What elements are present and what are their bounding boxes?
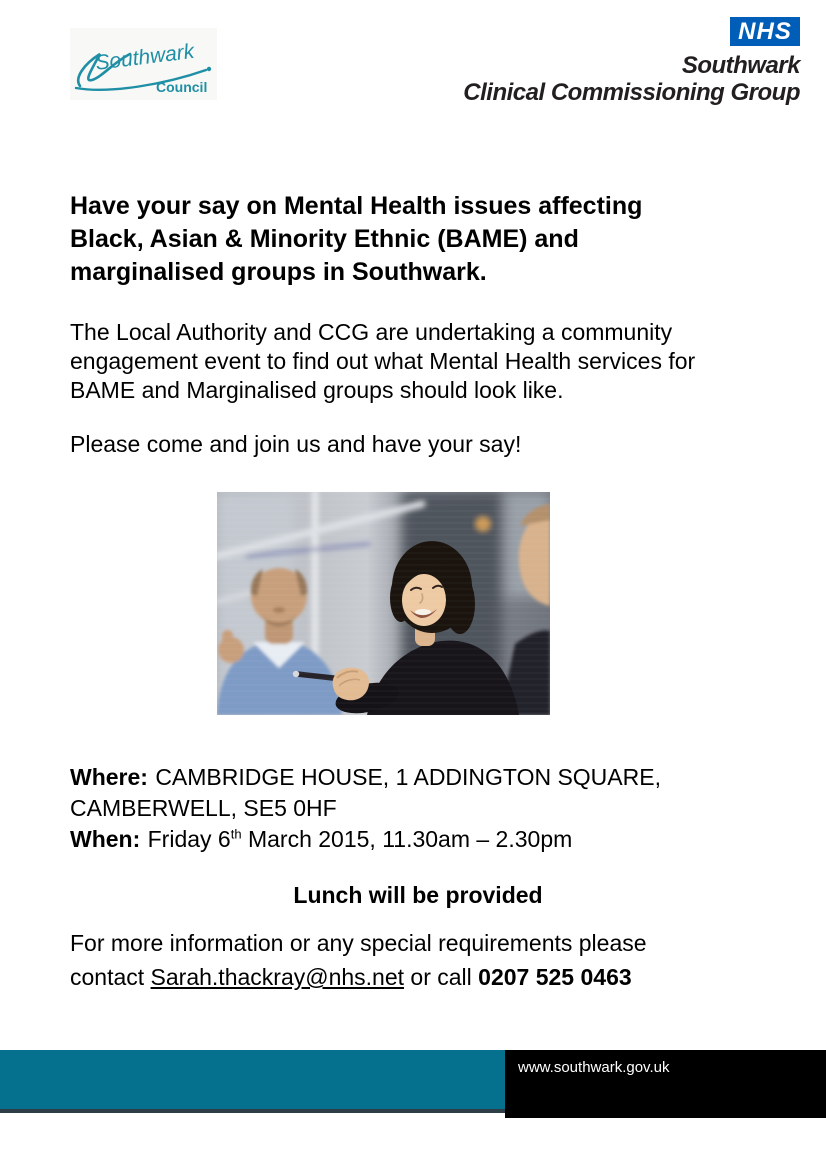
intro-line-3: BAME and Marginalised groups should look like. xyxy=(70,377,564,403)
contact-phone: 0207 525 0463 xyxy=(478,964,632,990)
lunch-note: Lunch will be provided xyxy=(293,882,543,908)
nhs-orgtype-label: Clinical Commissioning Group xyxy=(463,79,800,106)
footer-black-band xyxy=(505,1050,826,1118)
contact-email-link[interactable]: Sarah.thackray@nhs.net xyxy=(150,964,405,990)
intro-line-2: engagement event to find out what Mental Health services for xyxy=(70,348,696,374)
council-logo-word: Southwark xyxy=(94,39,196,75)
nhs-logo-text: NHS xyxy=(738,18,792,45)
event-photo-art xyxy=(217,492,550,715)
event-photo xyxy=(217,492,550,715)
info-line-2 xyxy=(70,960,790,994)
nhs-region-label: Southwark xyxy=(681,52,800,79)
heading-line-3: marginalised groups in Southwark. xyxy=(70,258,487,286)
where-line-1 xyxy=(70,762,780,793)
council-logo-dot xyxy=(207,67,211,71)
when-rest: March 2015, 11.30am – 2.30pm xyxy=(241,826,573,852)
council-logo-sub: Council xyxy=(156,79,208,95)
where-label: Where: xyxy=(70,764,148,790)
where-line-2: CAMBERWELL, SE5 0HF xyxy=(70,795,337,821)
contact-info-block xyxy=(70,926,790,994)
when-line xyxy=(70,824,780,855)
where-when-block xyxy=(70,762,780,855)
nhs-logo-box xyxy=(730,17,800,46)
flyer-heading xyxy=(70,190,760,289)
intro-paragraph xyxy=(70,318,780,405)
footer-bar xyxy=(0,1050,826,1120)
info-or-call: or call xyxy=(404,964,479,990)
southwark-council-logo xyxy=(70,28,217,100)
heading-line-2: Black, Asian & Minority Ethnic (BAME) and xyxy=(70,225,579,253)
info-line-1: For more information or any special requirements please xyxy=(70,930,647,956)
info-contact-prefix: contact xyxy=(70,964,151,990)
footer-teal-band xyxy=(0,1050,505,1113)
where-value-1: CAMBRIDGE HOUSE, 1 ADDINGTON SQUARE, xyxy=(155,764,661,790)
when-label: When: xyxy=(70,826,141,852)
photo-texture-overlay xyxy=(217,492,550,715)
intro-line-1: The Local Authority and CCG are undertaking a community xyxy=(70,319,673,345)
footer-website: www.southwark.gov.uk xyxy=(518,1059,670,1076)
heading-line-1: Have your say on Mental Health issues affecting xyxy=(70,192,643,220)
when-ordinal: th xyxy=(230,826,242,842)
nhs-ccg-logo xyxy=(463,17,800,107)
invite-line: Please come and join us and have your say! xyxy=(70,431,522,457)
when-day: Friday 6 xyxy=(147,826,231,852)
southwark-council-logo-art xyxy=(70,28,217,100)
